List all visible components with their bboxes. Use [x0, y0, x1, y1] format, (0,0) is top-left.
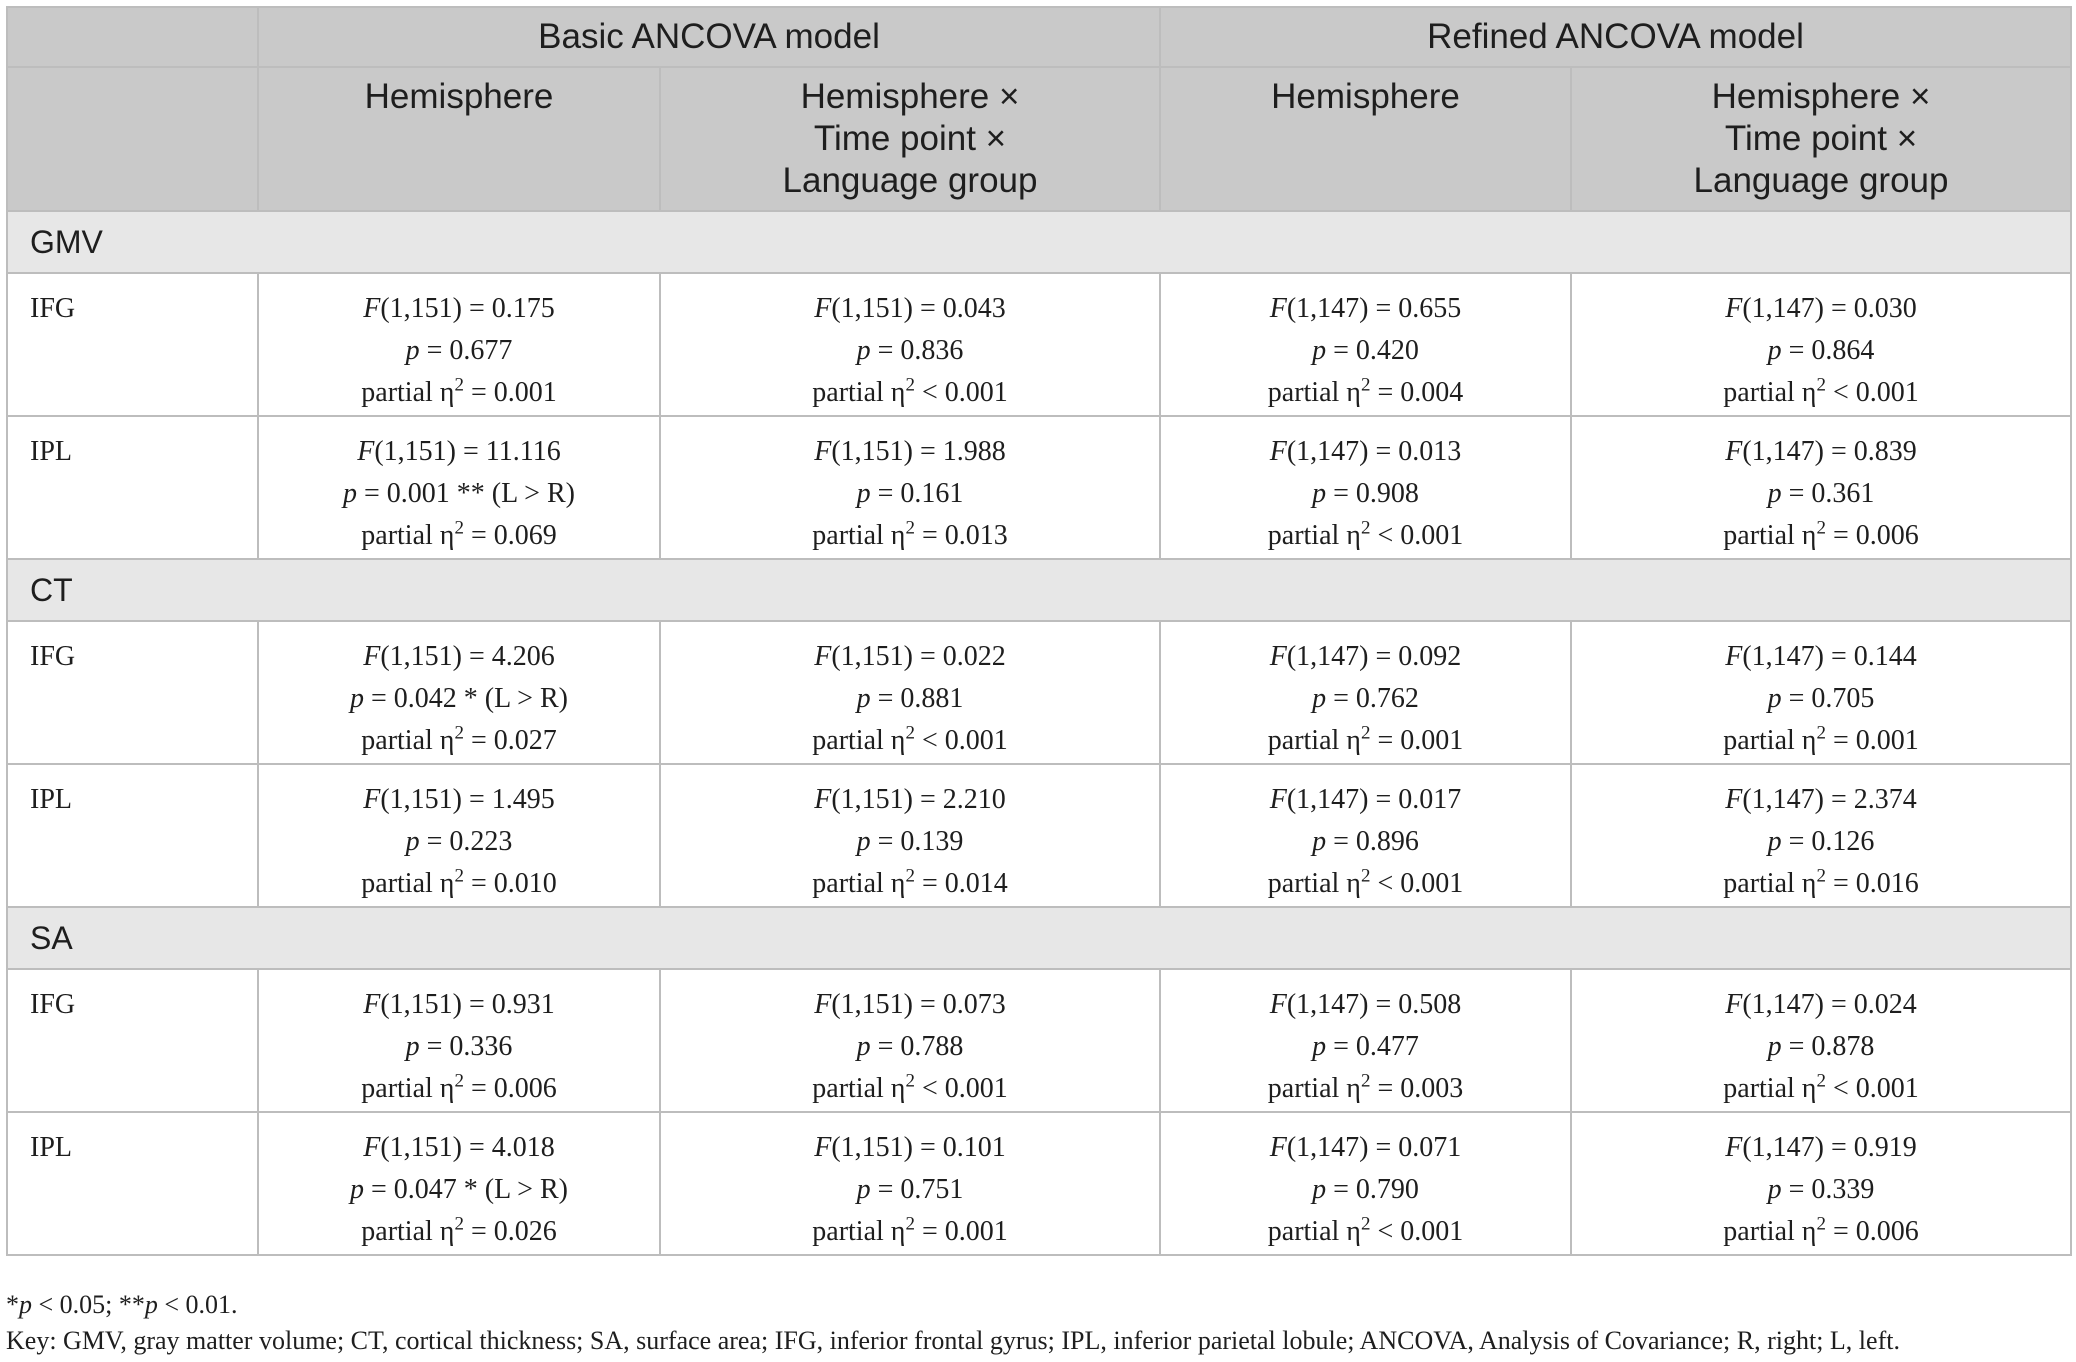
stat-line: partial $\eta^2 = 0.013$	[812, 517, 1008, 551]
stat-line: F(1,147) = 0.013	[1269, 436, 1462, 467]
stat-line: p = 0.047 * (L > R)	[350, 1174, 568, 1205]
header-refined-hemisphere: Hemisphere	[1160, 67, 1571, 211]
stat-line: F(1,147) = 0.071	[1269, 1132, 1462, 1163]
stat-line: F(1,147) = 0.030	[1725, 293, 1917, 324]
stat-line: partial $\eta^2 < 0.001$	[812, 374, 1008, 408]
stat-line: F(1,151) = 1.495	[363, 784, 555, 815]
stat-line: partial $\eta^2 = 0.027$	[361, 722, 557, 756]
stat-line: p = 0.361	[1767, 478, 1875, 509]
stat-cell	[258, 273, 660, 416]
stat-line: p = 0.836	[856, 335, 964, 366]
section-label: SA	[7, 907, 2071, 969]
stat-line: F(1,147) = 2.374	[1725, 784, 1917, 815]
table-row	[7, 273, 2071, 416]
stat-cell	[1160, 764, 1571, 907]
stat-line: F(1,151) = 2.210	[814, 784, 1006, 815]
stat-line: F(1,151) = 0.043	[814, 293, 1006, 324]
stat-line: F(1,147) = 0.508	[1269, 989, 1462, 1020]
stat-line: F(1,147) = 0.839	[1725, 436, 1917, 467]
row-label: IFG	[7, 621, 258, 764]
stat-line: F(1,147) = 0.919	[1725, 1132, 1917, 1163]
stat-line: partial $\eta^2 = 0.001$	[1267, 722, 1464, 756]
stat-line: p = 0.001 ** (L > R)	[343, 478, 575, 509]
stat-line: partial $\eta^2 = 0.069$	[361, 517, 557, 551]
stat-line: F(1,151) = 11.116	[357, 436, 561, 467]
section-row-gmv	[7, 211, 2071, 273]
stat-line: p = 0.336	[405, 1031, 513, 1062]
stat-line: F(1,151) = 4.206	[363, 641, 555, 672]
stat-line: p = 0.762	[1312, 683, 1419, 714]
row-label: IPL	[7, 416, 258, 559]
stat-line: partial $\eta^2 < 0.001$	[812, 1070, 1008, 1104]
stat-cell	[660, 969, 1160, 1112]
stat-cell	[1571, 764, 2071, 907]
row-label: IFG	[7, 969, 258, 1112]
row-label: IPL	[7, 764, 258, 907]
stat-line: p = 0.908	[1312, 478, 1419, 509]
stat-cell	[1160, 969, 1571, 1112]
table-row	[7, 621, 2071, 764]
stat-cell	[1571, 273, 2071, 416]
stat-line: F(1,147) = 0.092	[1269, 641, 1462, 672]
stat-cell	[660, 273, 1160, 416]
stat-cell	[258, 621, 660, 764]
header-basic-hemisphere: Hemisphere	[258, 67, 660, 211]
stat-line: F(1,151) = 0.175	[363, 293, 555, 324]
header-refined-model: Refined ANCOVA model	[1160, 7, 2071, 67]
stat-line: F(1,147) = 0.144	[1725, 641, 1917, 672]
stat-line: partial $\eta^2 = 0.010$	[361, 865, 557, 899]
header-refined-interaction: Hemisphere × Time point × Language group	[1571, 67, 2071, 211]
section-label: CT	[7, 559, 2071, 621]
stat-line: p = 0.677	[405, 335, 513, 366]
stat-line: F(1,151) = 0.022	[814, 641, 1006, 672]
stat-line: partial $\eta^2 < 0.001$	[1723, 374, 1919, 408]
stat-line: partial $\eta^2 = 0.001$	[1723, 722, 1919, 756]
stat-line: partial $\eta^2 = 0.003$	[1267, 1070, 1464, 1104]
stat-line: F(1,151) = 0.101	[814, 1132, 1006, 1163]
results-table-container	[6, 6, 2070, 1256]
header-row-models	[7, 7, 2071, 67]
stat-line: F(1,147) = 0.655	[1269, 293, 1462, 324]
stat-line: p = 0.477	[1312, 1031, 1419, 1062]
table-row	[7, 764, 2071, 907]
header-basic-interaction: Hemisphere × Time point × Language group	[660, 67, 1160, 211]
stat-line: partial $\eta^2 = 0.006$	[361, 1070, 557, 1104]
footnote-significance: *p < 0.05; **p < 0.01.	[6, 1290, 238, 1319]
stat-cell	[1571, 416, 2071, 559]
stat-cell	[258, 969, 660, 1112]
stat-line: partial $\eta^2 < 0.001$	[1723, 1070, 1919, 1104]
stat-line: partial $\eta^2 < 0.001$	[1267, 517, 1464, 551]
stat-line: p = 0.705	[1767, 683, 1875, 714]
stat-cell	[1571, 969, 2071, 1112]
header-row-effects	[7, 67, 2071, 211]
stat-line: partial $\eta^2 < 0.001$	[812, 722, 1008, 756]
stat-line: p = 0.339	[1767, 1174, 1875, 1205]
stat-line: F(1,151) = 0.073	[814, 989, 1006, 1020]
stat-line: p = 0.223	[405, 826, 513, 857]
stat-cell	[258, 1112, 660, 1255]
stat-cell	[660, 621, 1160, 764]
stat-line: F(1,151) = 4.018	[363, 1132, 555, 1163]
stat-line: p = 0.420	[1312, 335, 1419, 366]
stat-cell	[258, 764, 660, 907]
stat-cell	[1160, 1112, 1571, 1255]
row-label: IFG	[7, 273, 258, 416]
stat-line: partial $\eta^2 < 0.001$	[1267, 865, 1464, 899]
stat-line: p = 0.139	[856, 826, 964, 857]
section-row-ct	[7, 559, 2071, 621]
stat-line: F(1,151) = 0.931	[363, 989, 555, 1020]
footnote-key: Key: GMV, gray matter volume; CT, cortical thickness; SA, surface area; IFG, inferior frontal gyrus; IPL, inferior parietal lobule; ANCOVA, Analysis of Covariance; R, right; L, left.	[6, 1326, 1900, 1355]
table-row	[7, 1112, 2071, 1255]
stat-line: F(1,147) = 0.024	[1725, 989, 1917, 1020]
stat-cell	[660, 764, 1160, 907]
stat-cell	[660, 1112, 1160, 1255]
section-row-sa	[7, 907, 2071, 969]
stat-line: partial $\eta^2 = 0.014$	[812, 865, 1008, 899]
stat-cell	[1571, 621, 2071, 764]
stat-line: p = 0.042 * (L > R)	[350, 683, 568, 714]
stat-line: F(1,151) = 1.988	[814, 436, 1006, 467]
stat-line: partial $\eta^2 = 0.026$	[361, 1213, 557, 1247]
stat-line: partial $\eta^2 = 0.001$	[812, 1213, 1008, 1247]
section-label: GMV	[7, 211, 2071, 273]
stat-line: p = 0.881	[856, 683, 964, 714]
stat-line: partial $\eta^2 = 0.006$	[1723, 517, 1919, 551]
stat-line: partial $\eta^2 = 0.006$	[1723, 1213, 1919, 1247]
stat-line: p = 0.878	[1767, 1031, 1875, 1062]
table-row	[7, 969, 2071, 1112]
stat-line: p = 0.896	[1312, 826, 1419, 857]
stat-cell	[1160, 273, 1571, 416]
stat-cell	[258, 416, 660, 559]
header-empty-corner	[7, 7, 258, 67]
header-basic-model: Basic ANCOVA model	[258, 7, 1160, 67]
stat-line: F(1,147) = 0.017	[1269, 784, 1462, 815]
header-empty-label	[7, 67, 258, 211]
stat-cell	[1571, 1112, 2071, 1255]
stat-line: partial $\eta^2 < 0.001$	[1267, 1213, 1464, 1247]
stat-line: partial $\eta^2 = 0.016$	[1723, 865, 1919, 899]
stat-cell	[1160, 621, 1571, 764]
stat-line: p = 0.161	[856, 478, 964, 509]
stat-cell	[1160, 416, 1571, 559]
table-row	[7, 416, 2071, 559]
stat-line: p = 0.126	[1767, 826, 1875, 857]
stat-line: partial $\eta^2 = 0.001$	[361, 374, 557, 408]
stat-line: partial $\eta^2 = 0.004$	[1267, 374, 1464, 408]
table-body	[7, 211, 2071, 1255]
stat-line: p = 0.790	[1312, 1174, 1419, 1205]
stat-line: p = 0.751	[856, 1174, 964, 1205]
stat-line: p = 0.788	[856, 1031, 964, 1062]
row-label: IPL	[7, 1112, 258, 1255]
stat-cell	[660, 416, 1160, 559]
ancova-results-table	[6, 6, 2072, 1256]
stat-line: p = 0.864	[1767, 335, 1875, 366]
